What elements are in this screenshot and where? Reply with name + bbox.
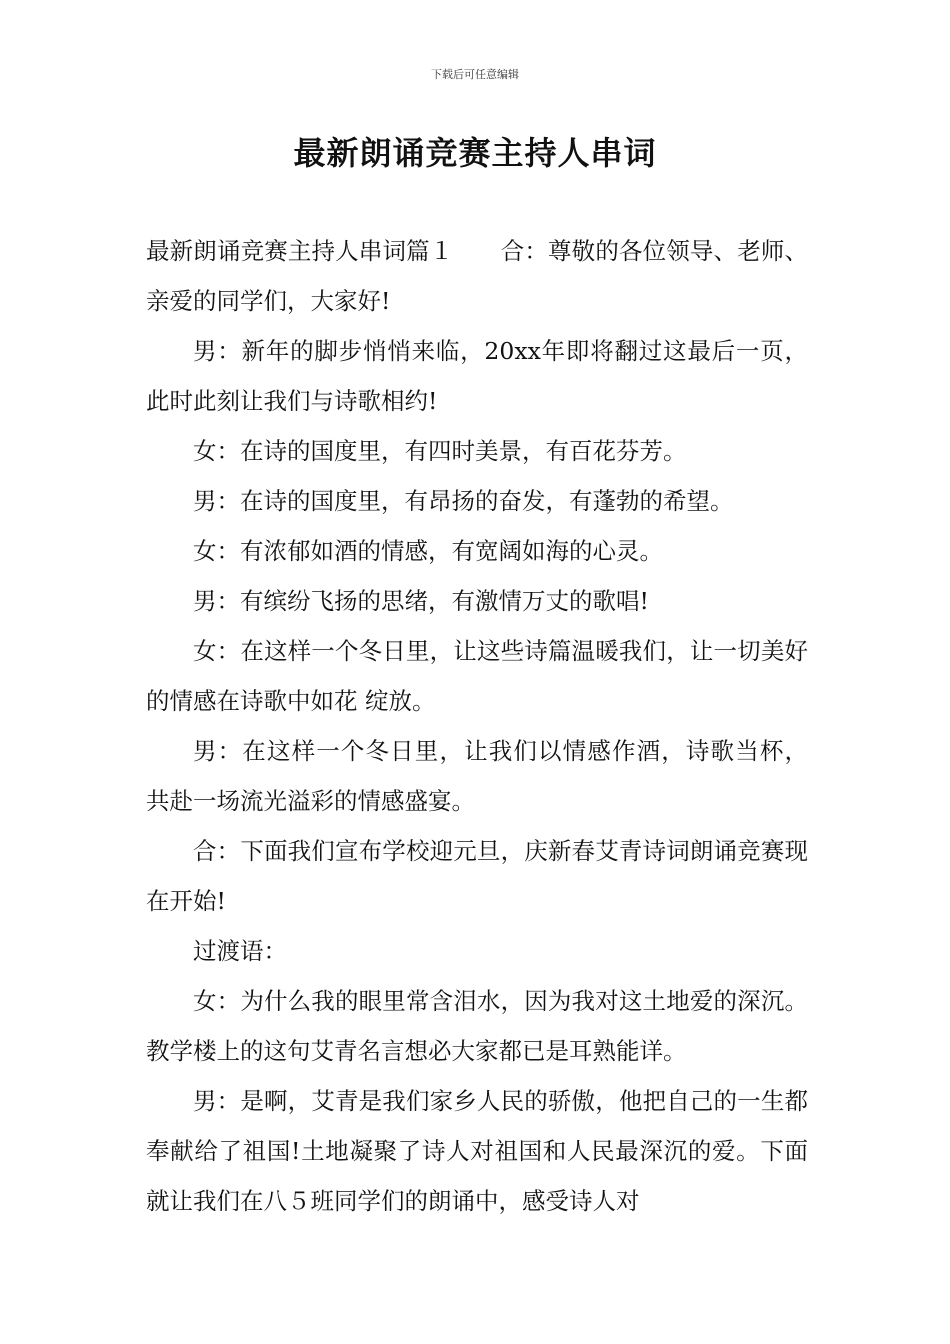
paragraph: 过渡语： <box>193 937 287 965</box>
paragraph: 女：为什么我的眼里常含泪水，因为我对这土地爱的深沉。教学楼上的这句艾青名言想必大家都已是耳熟能详。 <box>146 987 808 1065</box>
paragraph: 女：在这样一个冬日里，让这些诗篇温暖我们，让一切美好的情感在诗歌中如花 绽放。 <box>146 637 808 715</box>
paragraph-intro: 最新朗诵竞赛主持人串词篇１ 合：尊敬的各位领导、老师、亲爱的同学们，大家好! <box>146 237 808 315</box>
paragraph: 男：在诗的国度里，有昂扬的奋发，有蓬勃的希望。 <box>193 487 734 515</box>
paragraph: 男：新年的脚步悄悄来临，20xx年即将翻过这最后一页，此时此刻让我们与诗歌相约! <box>146 337 808 415</box>
paragraph: 合：下面我们宣布学校迎元旦，庆新春艾青诗词朗诵竞赛现在开始! <box>146 837 808 915</box>
paragraph: 男：有缤纷飞扬的思绪，有激情万丈的歌唱! <box>193 587 649 615</box>
paragraph: 男：是啊，艾青是我们家乡人民的骄傲，他把自己的一生都奉献给了祖国!土地凝聚了诗人对祖国和人民最深沉的爱。下面就让我们在八５班同学们的朗诵中，感受诗人对 <box>146 1087 808 1215</box>
header-note: 下载后可任意编辑 <box>431 68 519 81</box>
paragraph: 男：在这样一个冬日里，让我们以情感作酒，诗歌当杯， 共赴一场流光溢彩的情感盛宴。 <box>146 737 808 815</box>
document-body <box>146 226 808 1226</box>
document-title: 最新朗诵竞赛主持人串词 <box>293 134 657 172</box>
paragraph: 女：在诗的国度里，有四时美景，有百花芬芳。 <box>193 437 687 465</box>
paragraph: 女：有浓郁如酒的情感，有宽阔如海的心灵。 <box>193 537 663 565</box>
